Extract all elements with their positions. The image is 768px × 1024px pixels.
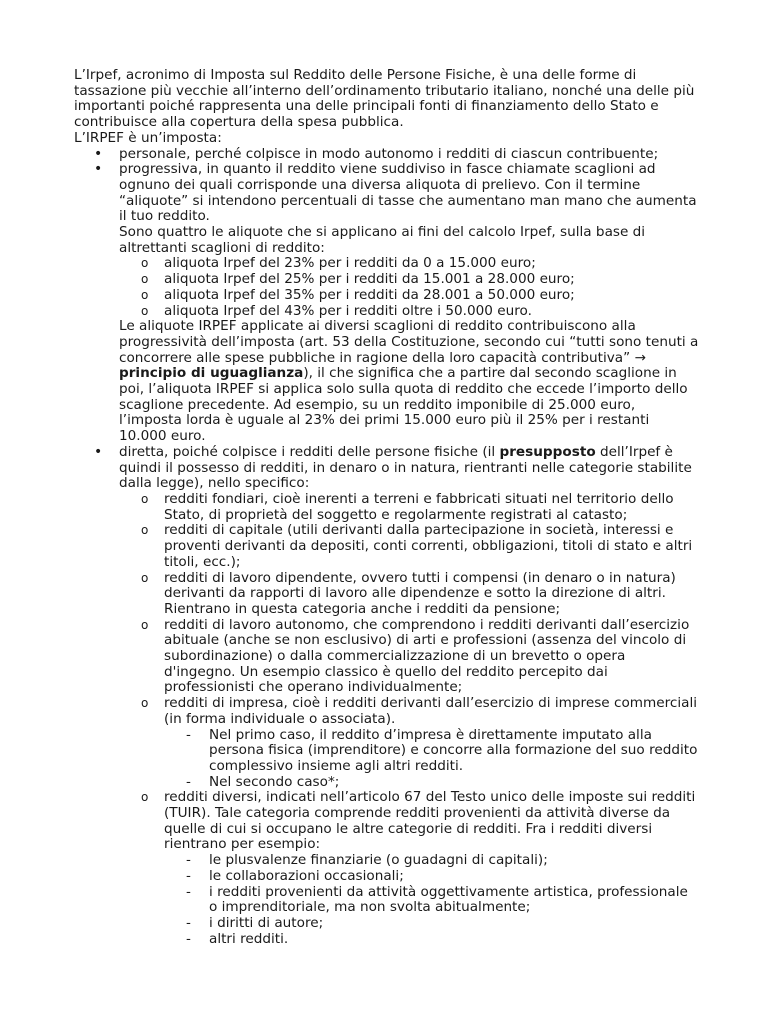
diversi-item: - altri redditi. bbox=[164, 932, 700, 948]
diversi-item: - le plusvalenze finanziarie (o guadagni di capitali); bbox=[164, 853, 700, 869]
categoria-lavoro-autonomo: o redditi di lavoro autonomo, che comprendono i redditi derivanti dall’esercizio abituale (anche se non esclusivo) di arti e professioni (assenza del vincolo di subordinazione) o dalla commercializzazione di un brevetto o opera d'ingegno. Un esempio classico è quello del reddito percepito dai professionisti che operano individualmente; bbox=[119, 618, 700, 697]
principio-uguaglianza: principio di uguaglianza bbox=[119, 365, 304, 382]
impresa-text: o redditi di impresa, cioè i redditi derivanti dall’esercizio di imprese commerciali (in forma individuale o associata). bbox=[164, 695, 698, 727]
feature-progressiva bbox=[74, 162, 700, 445]
aliquote-list bbox=[119, 256, 700, 319]
categoria-capitale: o redditi di capitale (utili derivanti dalla partecipazione in società, interessi e proventi derivanti da depositi, conti correnti, obbligazioni, titoli di stato e altri titoli, ecc.); bbox=[119, 523, 700, 570]
aliquota-item: o aliquota Irpef del 43% per i redditi oltre i 50.000 euro. bbox=[119, 304, 700, 320]
diretta-text-a: diretta, poiché colpisce i redditi delle persone fisiche (il bbox=[119, 443, 500, 460]
presupposto: presupposto bbox=[499, 443, 596, 460]
categoria-fondiari: o redditi fondiari, cioè inerenti a terreni e fabbricati situati nel territorio dello Stato, di proprietà del soggetto e regolarmente registrati al catasto; bbox=[119, 492, 700, 523]
categorie-list bbox=[119, 492, 700, 947]
intro-paragraph: L’Irpef, acronimo di Imposta sul Reddito delle Persone Fisiche, è una delle forme di tassazione più vecchie all’interno dell’ordinamento tributario italiano, nonché una delle più importanti poiché rappresenta una delle principali fonti di finanziamento dello Stato e contribuisce alla copertura della spesa pubblica. bbox=[74, 67, 695, 131]
categoria-lavoro-dipendente: o redditi di lavoro dipendente, ovvero tutti i compensi (in denaro o in natura) derivanti da rapporti di lavoro alle dipendenze e sotto la direzione di altri. Rientrano in questa categoria anche i redditi da pensione; bbox=[119, 571, 700, 618]
impresa-list bbox=[164, 728, 700, 791]
diversi-text: o redditi diversi, indicati nell’articolo 67 del Testo unico delle imposte sui redditi (TUIR). Tale categoria comprende redditi provenienti da attività diverse da quelle di cui si occupano le altre categorie di redditi. Fra i redditi diversi rientrano per esempio: bbox=[164, 789, 696, 853]
diretta-text bbox=[119, 445, 700, 492]
progressiva-text: • progressiva, in quanto il reddito viene suddiviso in fasce chiamate scaglioni ad ognuno dei quali corrisponde una diversa aliquota di prelievo. Con il termine “aliquote” si intendono percentuali di tasse che aumentano man mano che aumenta il tuo reddito. bbox=[119, 161, 697, 225]
diversi-list bbox=[164, 853, 700, 947]
progressivita-paragraph bbox=[119, 319, 700, 445]
diretta-text-b: dell’Irpef è quindi il possesso di redditi, in denaro o in natura, rientranti nelle categorie stabilite dalla legge), nello specifico: bbox=[119, 443, 692, 492]
categoria-diversi bbox=[119, 790, 700, 947]
impresa-item: - Nel primo caso, il reddito d’impresa è direttamente imputato alla persona fisica (imprenditore) e concorre alla formazione del suo reddito complessivo insieme agli altri redditi. bbox=[164, 728, 700, 775]
aliquota-item: o aliquota Irpef del 25% per i redditi da 15.001 a 28.000 euro; bbox=[119, 272, 700, 288]
progressivita-text-a: Le aliquote IRPEF applicate ai diversi scaglioni di reddito contribuiscono alla progressività dell’imposta (art. 53 della Costituzione, secondo cui “tutti sono tenuti a concorrere alle spese pubbliche in ragione della loro capacità contributiva” → bbox=[119, 318, 699, 366]
features-list bbox=[74, 147, 700, 948]
diversi-item: - i diritti di autore; bbox=[164, 916, 700, 932]
impresa-item: - Nel secondo caso*; bbox=[164, 775, 700, 791]
progressivita-text-b: ), il che significa che a partire dal secondo scaglione in poi, l’aliquota IRPEF si applica solo sulla quota di reddito che eccede l’importo dello scaglione precedente. Ad esempio, su un reddito imponibile di 25.000 euro, l’imposta lorda è uguale al 23% dei primi 15.000 euro più il 25% per i restanti 10.000 euro. bbox=[119, 365, 688, 445]
progressiva-sub: Sono quattro le aliquote che si applicano ai fini del calcolo Irpef, sulla base di altrettanti scaglioni di reddito: bbox=[119, 224, 646, 256]
feature-personale: • personale, perché colpisce in modo autonomo i redditi di ciascun contribuente; bbox=[74, 147, 700, 163]
categoria-impresa bbox=[119, 696, 700, 790]
diversi-item: - i redditi provenienti da attività oggettivamente artistica, professionale o imprenditoriale, ma non svolta abitualmente; bbox=[164, 885, 700, 916]
lead-paragraph: L’IRPEF è un’imposta: bbox=[74, 129, 222, 146]
diversi-item: - le collaborazioni occasionali; bbox=[164, 869, 700, 885]
document-page bbox=[74, 68, 700, 947]
aliquota-item: o aliquota Irpef del 35% per i redditi da 28.001 a 50.000 euro; bbox=[119, 288, 700, 304]
aliquota-item: o aliquota Irpef del 23% per i redditi da 0 a 15.000 euro; bbox=[119, 256, 700, 272]
feature-diretta bbox=[74, 445, 700, 948]
